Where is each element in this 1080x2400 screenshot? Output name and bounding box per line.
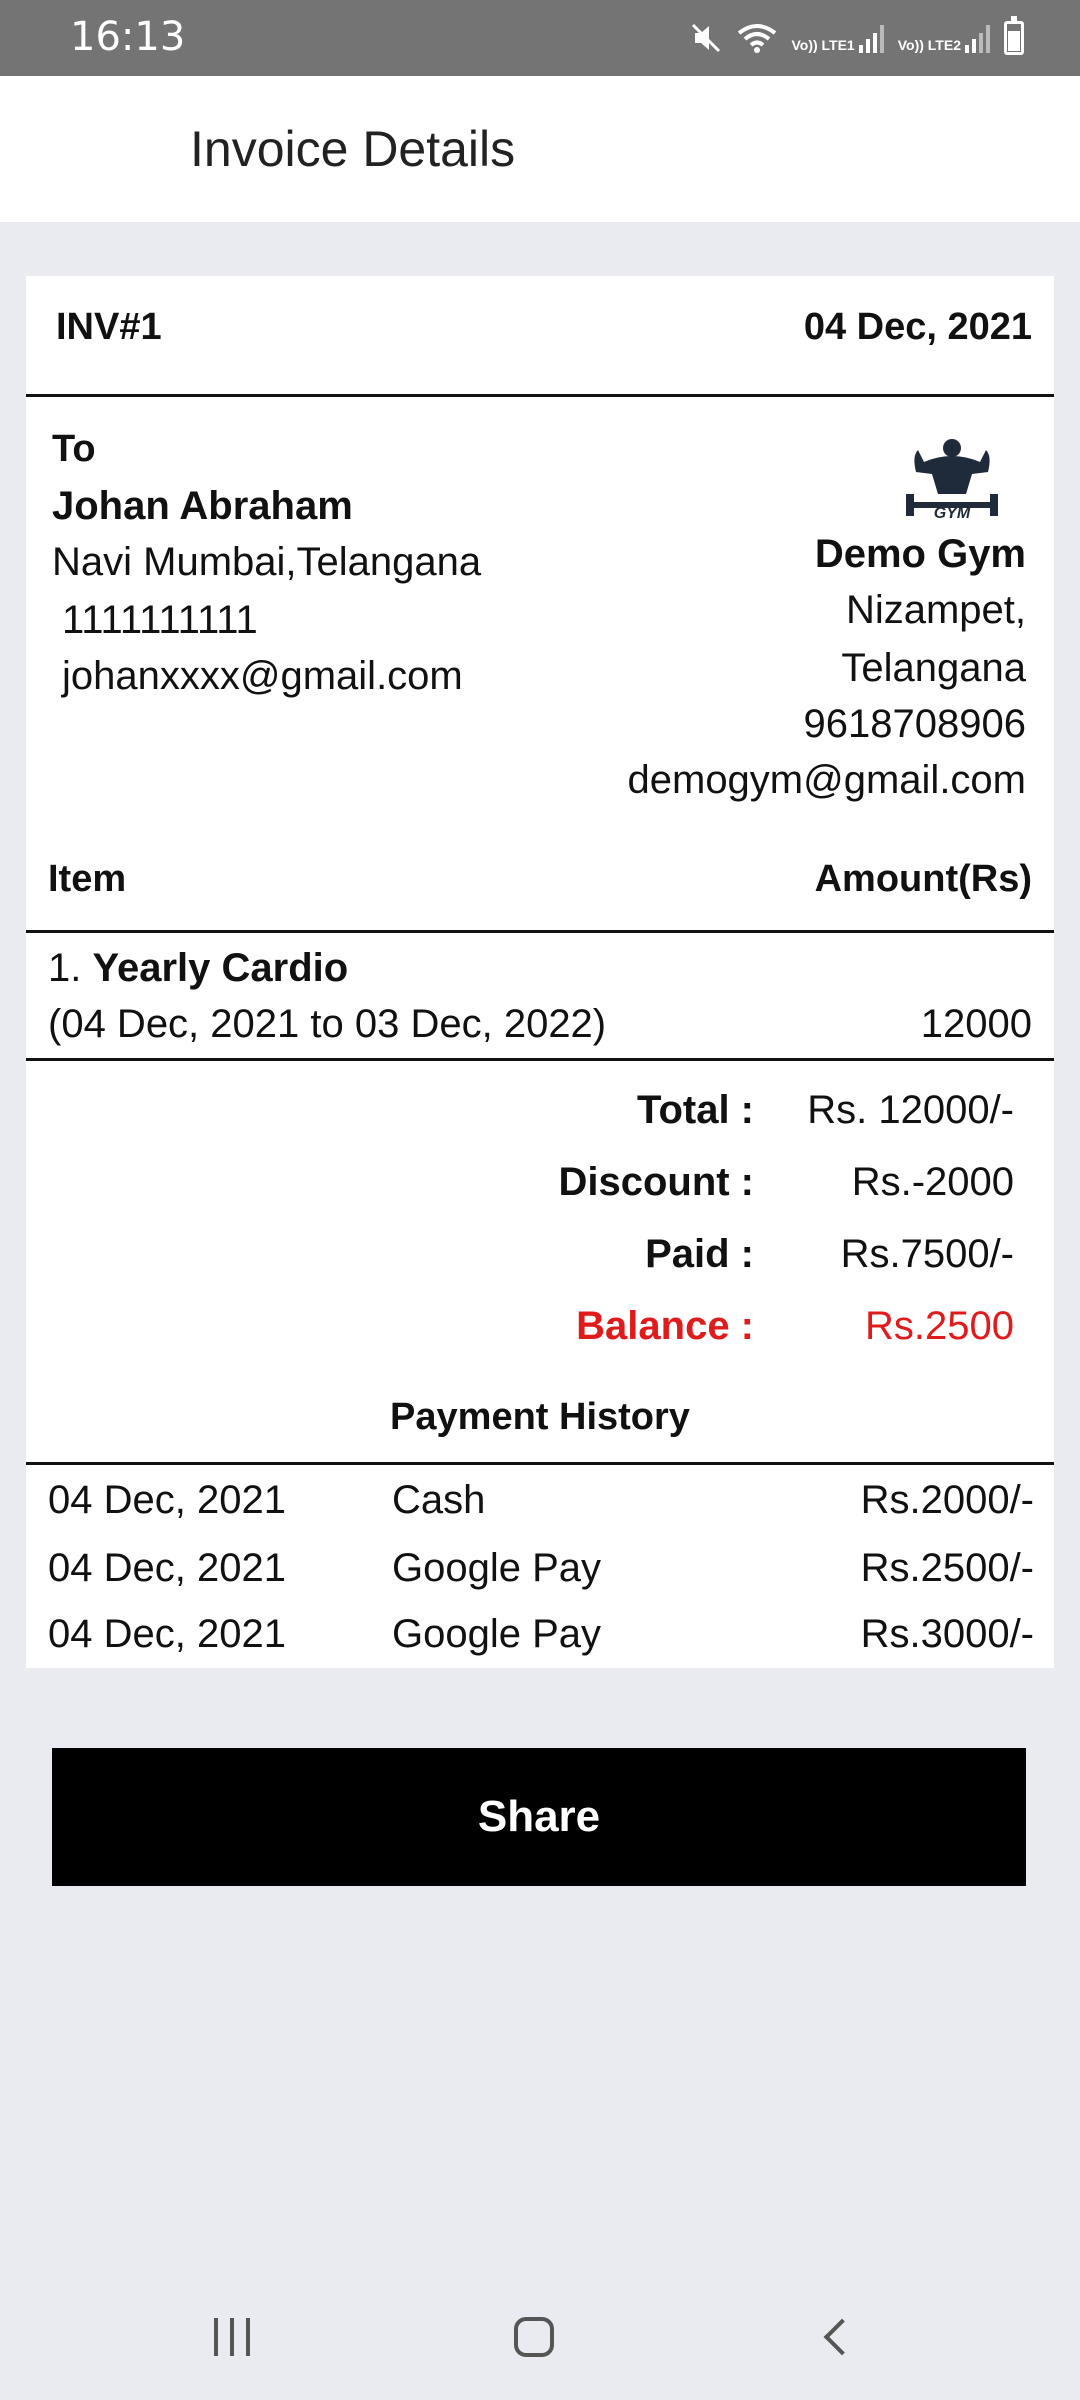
list-item xyxy=(48,946,348,991)
customer-name: Johan Abraham xyxy=(52,484,353,528)
divider xyxy=(26,930,1054,933)
battery-icon xyxy=(1004,21,1024,55)
customer-address: Navi Mumbai,Telangana xyxy=(52,540,482,584)
home-icon[interactable] xyxy=(504,2310,564,2364)
svg-text:GYM: GYM xyxy=(933,505,971,520)
wifi-icon xyxy=(737,21,777,55)
divider xyxy=(26,394,1054,397)
item-index: 1. xyxy=(48,946,82,990)
payment-date: 04 Dec, 2021 xyxy=(48,1612,286,1656)
customer-phone: 1111111111 xyxy=(62,598,258,642)
sim2-label: Vo)) LTE2 xyxy=(897,37,961,53)
mute-icon xyxy=(689,21,723,55)
items-header-item: Item xyxy=(48,858,127,900)
divider xyxy=(26,1462,1054,1465)
gym-phone: 9618708906 xyxy=(803,702,1026,746)
sim1-label: Vo)) LTE1 xyxy=(791,37,855,53)
payment-amount: Rs.2000/- xyxy=(860,1478,1034,1522)
share-button[interactable]: Share xyxy=(52,1748,1026,1886)
payment-amount: Rs.2500/- xyxy=(860,1546,1034,1590)
navigation-bar xyxy=(0,2270,1080,2400)
item-amount: 12000 xyxy=(920,1002,1032,1046)
paid-label: Paid : xyxy=(645,1232,754,1276)
to-label: To xyxy=(52,428,96,470)
payment-method: Google Pay xyxy=(392,1612,602,1656)
gym-address-line1: Nizampet, xyxy=(845,588,1026,632)
status-time: 16:13 xyxy=(70,14,186,60)
gym-logo-icon xyxy=(902,436,1002,520)
payment-method: Cash xyxy=(392,1478,486,1522)
payment-date: 04 Dec, 2021 xyxy=(48,1478,286,1522)
payment-history-title: Payment History xyxy=(390,1396,690,1438)
gym-address-line2: Telangana xyxy=(841,646,1026,690)
customer-email: johanxxxx@gmail.com xyxy=(62,654,463,698)
status-icons xyxy=(689,14,1024,62)
total-value: Rs. 12000/- xyxy=(807,1088,1014,1132)
sim1-signal-icon xyxy=(791,23,883,53)
paid-value: Rs.7500/- xyxy=(840,1232,1014,1276)
item-period: (04 Dec, 2021 to 03 Dec, 2022) xyxy=(48,1002,607,1046)
invoice-number: INV#1 xyxy=(56,306,162,348)
payment-date: 04 Dec, 2021 xyxy=(48,1546,286,1590)
recent-apps-icon[interactable] xyxy=(202,2310,262,2364)
status-bar xyxy=(0,0,1080,76)
divider xyxy=(26,1058,1054,1061)
item-name: Yearly Cardio xyxy=(92,946,349,990)
balance-value: Rs.2500 xyxy=(865,1304,1014,1348)
sim2-signal-icon xyxy=(898,23,990,53)
discount-label: Discount : xyxy=(558,1160,754,1204)
page-title: Invoice Details xyxy=(190,121,516,177)
gym-name: Demo Gym xyxy=(814,532,1026,576)
invoice-date: 04 Dec, 2021 xyxy=(803,306,1032,348)
balance-label: Balance : xyxy=(576,1304,754,1348)
back-icon[interactable] xyxy=(806,2310,866,2364)
discount-value: Rs.-2000 xyxy=(851,1160,1014,1204)
payment-method: Google Pay xyxy=(392,1546,602,1590)
items-header-amount: Amount(Rs) xyxy=(814,858,1032,900)
payment-amount: Rs.3000/- xyxy=(860,1612,1034,1656)
gym-email: demogym@gmail.com xyxy=(627,758,1026,802)
invoice-card xyxy=(26,276,1054,1668)
total-label: Total : xyxy=(636,1088,754,1132)
app-bar xyxy=(0,76,1080,222)
